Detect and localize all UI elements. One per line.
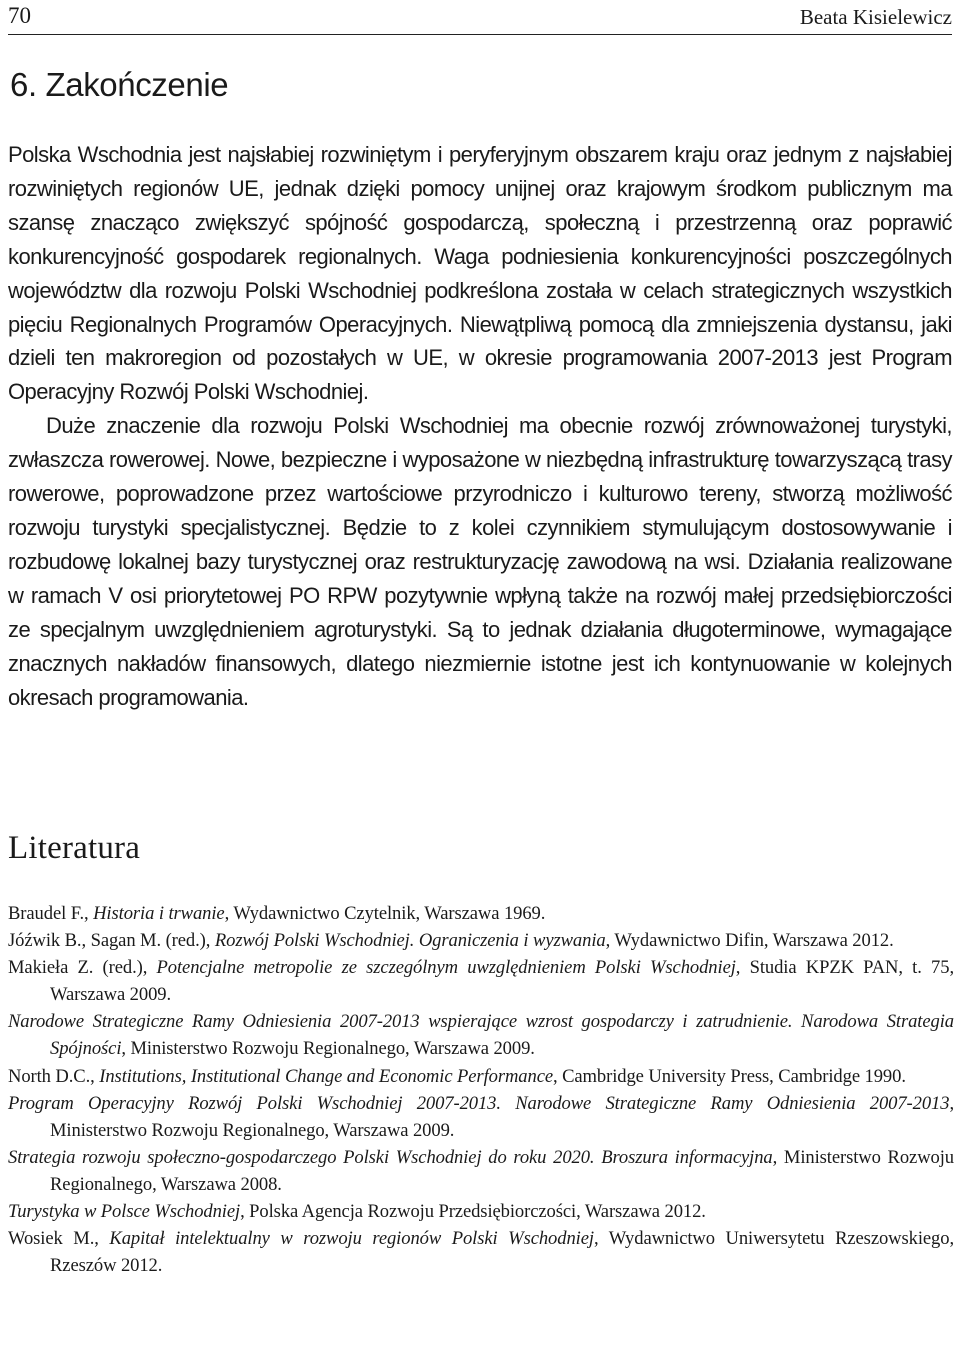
book-page bbox=[8, 0, 952, 1356]
running-head-author: Beata Kisielewicz bbox=[799, 5, 952, 29]
reference-item: Narodowe Strategiczne Ramy Odniesienia 2007-2013 wspierające wzrost gospodarczy i zatrudnienie. Narodowa Strategia Spójności, Ministerstwo Rozwoju Regionalnego, Warszawa 2009. bbox=[8, 1011, 954, 1060]
page-number: 70 bbox=[8, 3, 31, 28]
section-body bbox=[8, 138, 952, 714]
running-head bbox=[8, 3, 952, 33]
reference-item: Program Operacyjny Rozwój Polski Wschodniej 2007-2013. Narodowe Strategiczne Ramy Odniesienia 2007-2013, Ministerstwo Rozwoju Regionalnego, Warszawa 2009. bbox=[8, 1092, 954, 1141]
reference-list bbox=[8, 900, 954, 1279]
reference-item: Jóźwik B., Sagan M. (red.), Rozwój Polski Wschodniej. Ograniczenia i wyzwania, Wydawnictwo Difin, Warszawa 2012. bbox=[8, 930, 894, 952]
reference-item: Makieła Z. (red.), Potencjalne metropolie ze szczególnym uwzględnieniem Polski Wschodniej, Studia KPZK PAN, t. 75, Warszawa 2009. bbox=[8, 957, 954, 1006]
paragraph: Duże znaczenie dla rozwoju Polski Wschodniej ma obecnie rozwój zrównoważonej turystyki, zwłaszcza rowerowej. Nowe, bezpieczne i wyposażone w niezbędną infrastrukturę towarzyszącą trasy rowerowe, poprowadzone przez wartościowe przyrodniczo i kulturowo tereny, stworzą możliwość rozwoju turystyki specjalistycznej. Będzie to z kolei czynnikiem stymulującym dostosowywanie i rozbudowę lokalnej bazy turystycznej oraz restrukturyzację zawodową na wsi. Działania realizowane w ramach V osi priorytetowej PO RPW pozytywnie wpłyną także na rozwój małej przedsiębiorczości ze specjalnym uwzględnieniem agroturystyki. Są to jednak działania długoterminowe, wymagające znacznych nakładów finansowych, dlatego niezmiernie istotne jest ich kontynuowanie w kolejnych okresach programowania. bbox=[8, 413, 952, 710]
reference-item: Wosiek M., Kapitał intelektualny w rozwoju regionów Polski Wschodniej, Wydawnictwo Uniwersytetu Rzeszowskiego, Rzeszów 2012. bbox=[8, 1228, 954, 1277]
reference-item: Braudel F., Historia i trwanie, Wydawnictwo Czytelnik, Warszawa 1969. bbox=[8, 903, 546, 924]
header-rule bbox=[8, 34, 952, 35]
reference-item: Turystyka w Polsce Wschodniej, Polska Agencja Rozwoju Przedsiębiorczości, Warszawa 2012. bbox=[8, 1201, 706, 1223]
literature-heading: Literatura bbox=[8, 830, 141, 866]
paragraph: Polska Wschodnia jest najsłabiej rozwiniętym i peryferyjnym obszarem kraju oraz jednym z najsłabiej rozwiniętych regionów UE, jednak dzięki pomocy unijnej oraz krajowym środkom publicznym ma szansę znacząco zwiększyć spójność gospodarczą, społeczną i przestrzenną oraz poprawić konkurencyjność gospodarek regionalnych. Waga podniesienia konkurencyjności poszczególnych województw dla rozwoju Polski Wschodniej podkreślona została w celach strategicznych wszystkich pięciu Regionalnych Programów Operacyjnych. Niewątpliwą pomocą dla zmniejszenia dystansu, jaki dzieli ten makroregion od pozostałych w UE, w okresie programowania 2007-2013 jest Program Operacyjny Rozwój Polski Wschodniej. bbox=[8, 142, 952, 405]
section-title: 6. Zakończenie bbox=[10, 66, 229, 103]
reference-item: North D.C., Institutions, Institutional Change and Economic Performance, Cambridge University Press, Cambridge 1990. bbox=[8, 1065, 906, 1087]
reference-item: Strategia rozwoju społeczno-gospodarczego Polski Wschodniej do roku 2020. Broszura informacyjna, Ministerstwo Rozwoju Regionalnego, Warszawa 2008. bbox=[8, 1146, 954, 1195]
